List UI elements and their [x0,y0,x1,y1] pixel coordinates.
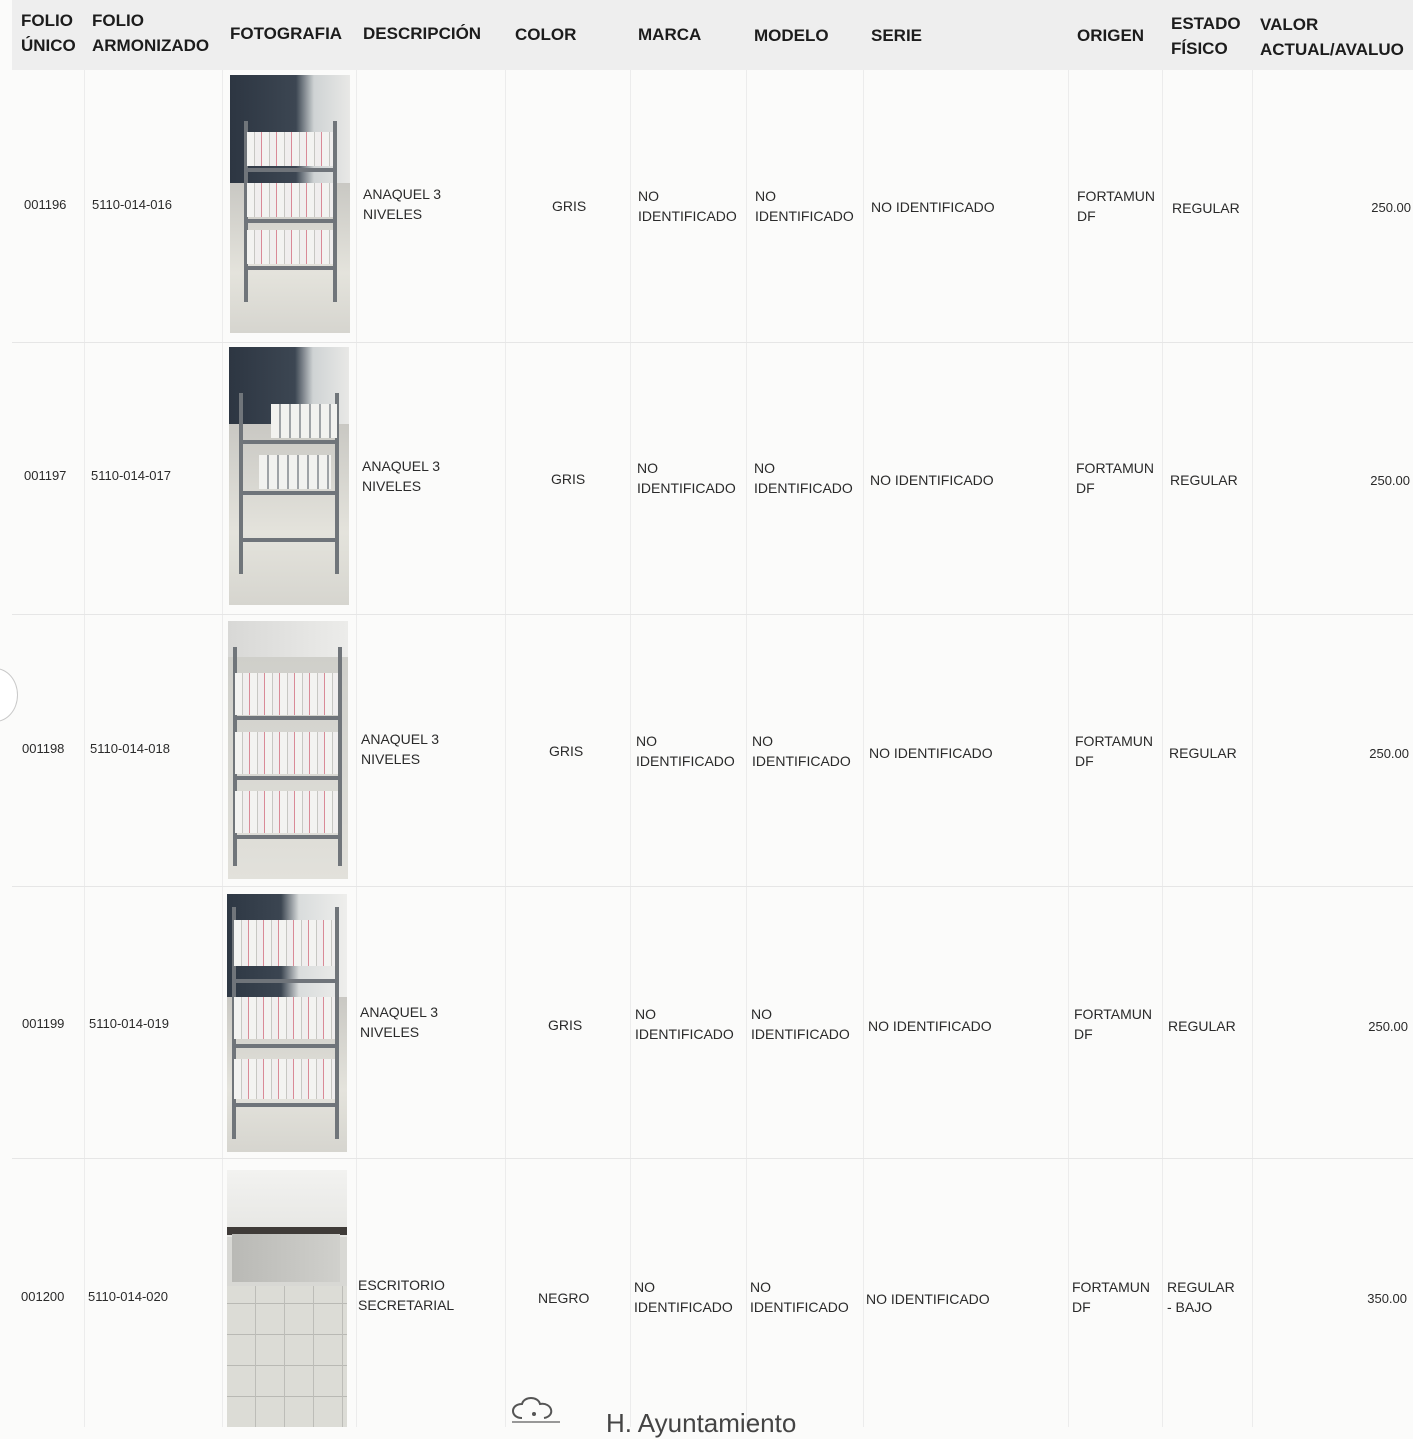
table-row [12,1158,1413,1430]
estado-cell: REGULAR [1168,1018,1236,1034]
header-estado-fisico: ESTADO FÍSICO [1171,14,1241,58]
marca-cell: NO IDENTIFICADO [636,733,735,769]
footer-title: H. Ayuntamiento [606,1408,797,1438]
estado-cell: REGULAR [1170,472,1238,488]
origen-cell: FORTAMUN DF [1072,1279,1151,1315]
folio-armonizado-cell: 5110-014-019 [89,1016,169,1031]
origen-cell: FORTAMUN DF [1074,1006,1153,1042]
folio-armonizado-cell: 5110-014-020 [88,1289,168,1304]
header-marca: MARCA [638,25,702,44]
header-folio-unico: FOLIO ÚNICO [21,11,76,55]
header-folio-armonizado: FOLIO ARMONIZADO [92,11,210,55]
folio-armonizado-cell: 5110-014-017 [91,468,171,483]
valor-cell: 250.00 [1369,746,1409,761]
table-row [12,342,1413,614]
table-header [12,0,1413,70]
modelo-cell: NO IDENTIFICADO [750,1279,849,1315]
folio-unico-cell: 001200 [21,1289,65,1304]
descripcion-cell: ANAQUEL 3 NIVELES [361,731,440,767]
serie-cell: NO IDENTIFICADO [866,1291,990,1307]
color-cell: GRIS [551,471,586,487]
modelo-cell: NO IDENTIFICADO [754,460,853,496]
folio-unico-cell: 001198 [22,741,65,756]
header-serie: SERIE [871,26,923,45]
table-row [12,886,1413,1158]
color-cell: GRIS [548,1017,583,1033]
valor-cell: 250.00 [1368,1019,1408,1034]
item-photo [229,347,349,605]
origen-cell: FORTAMUN DF [1076,460,1155,496]
origen-cell: FORTAMUN DF [1075,733,1154,769]
modelo-cell: NO IDENTIFICADO [755,188,854,224]
folio-armonizado-cell: 5110-014-018 [90,741,170,756]
item-photo [227,894,347,1152]
folio-unico-cell: 001197 [24,468,67,483]
folio-armonizado-cell: 5110-014-016 [92,197,172,212]
estado-cell: REGULAR [1169,745,1237,761]
item-photo [227,1170,347,1427]
item-photo [230,75,350,333]
modelo-cell: NO IDENTIFICADO [751,1006,850,1042]
serie-cell: NO IDENTIFICADO [870,472,994,488]
header-color: COLOR [515,25,577,44]
color-cell: GRIS [549,743,584,759]
table-row [12,70,1413,342]
folio-unico-cell: 001196 [24,197,67,212]
descripcion-cell: ANAQUEL 3 NIVELES [360,1004,439,1040]
modelo-cell: NO IDENTIFICADO [752,733,851,769]
descripcion-cell: ANAQUEL 3 NIVELES [362,458,441,494]
header-origen: ORIGEN [1077,26,1145,45]
item-photo [228,621,348,879]
color-cell: NEGRO [538,1290,590,1306]
header-fotografia: FOTOGRAFIA [230,24,343,43]
serie-cell: NO IDENTIFICADO [871,199,995,215]
descripcion-cell: ESCRITORIO SECRETARIAL [358,1277,455,1313]
header-descripcion: DESCRIPCIÓN [363,24,482,43]
header-valor: VALOR ACTUAL/AVALUO [1260,15,1404,59]
marca-cell: NO IDENTIFICADO [634,1279,733,1315]
estado-cell: REGULAR [1172,200,1240,216]
header-modelo: MODELO [754,26,829,45]
marca-cell: NO IDENTIFICADO [637,460,736,496]
descripcion-cell: ANAQUEL 3 NIVELES [363,186,442,222]
valor-cell: 250.00 [1371,200,1411,215]
valor-cell: 350.00 [1367,1291,1407,1306]
marca-cell: NO IDENTIFICADO [638,188,737,224]
table-row [12,614,1413,886]
valor-cell: 250.00 [1370,473,1410,488]
serie-cell: NO IDENTIFICADO [868,1018,992,1034]
color-cell: GRIS [552,198,587,214]
estado-cell: REGULAR - BAJO [1167,1279,1235,1315]
origen-cell: FORTAMUN DF [1077,188,1156,224]
municipal-logo-icon [500,1392,580,1432]
folio-unico-cell: 001199 [22,1016,65,1031]
serie-cell: NO IDENTIFICADO [869,745,993,761]
marca-cell: NO IDENTIFICADO [635,1006,734,1042]
